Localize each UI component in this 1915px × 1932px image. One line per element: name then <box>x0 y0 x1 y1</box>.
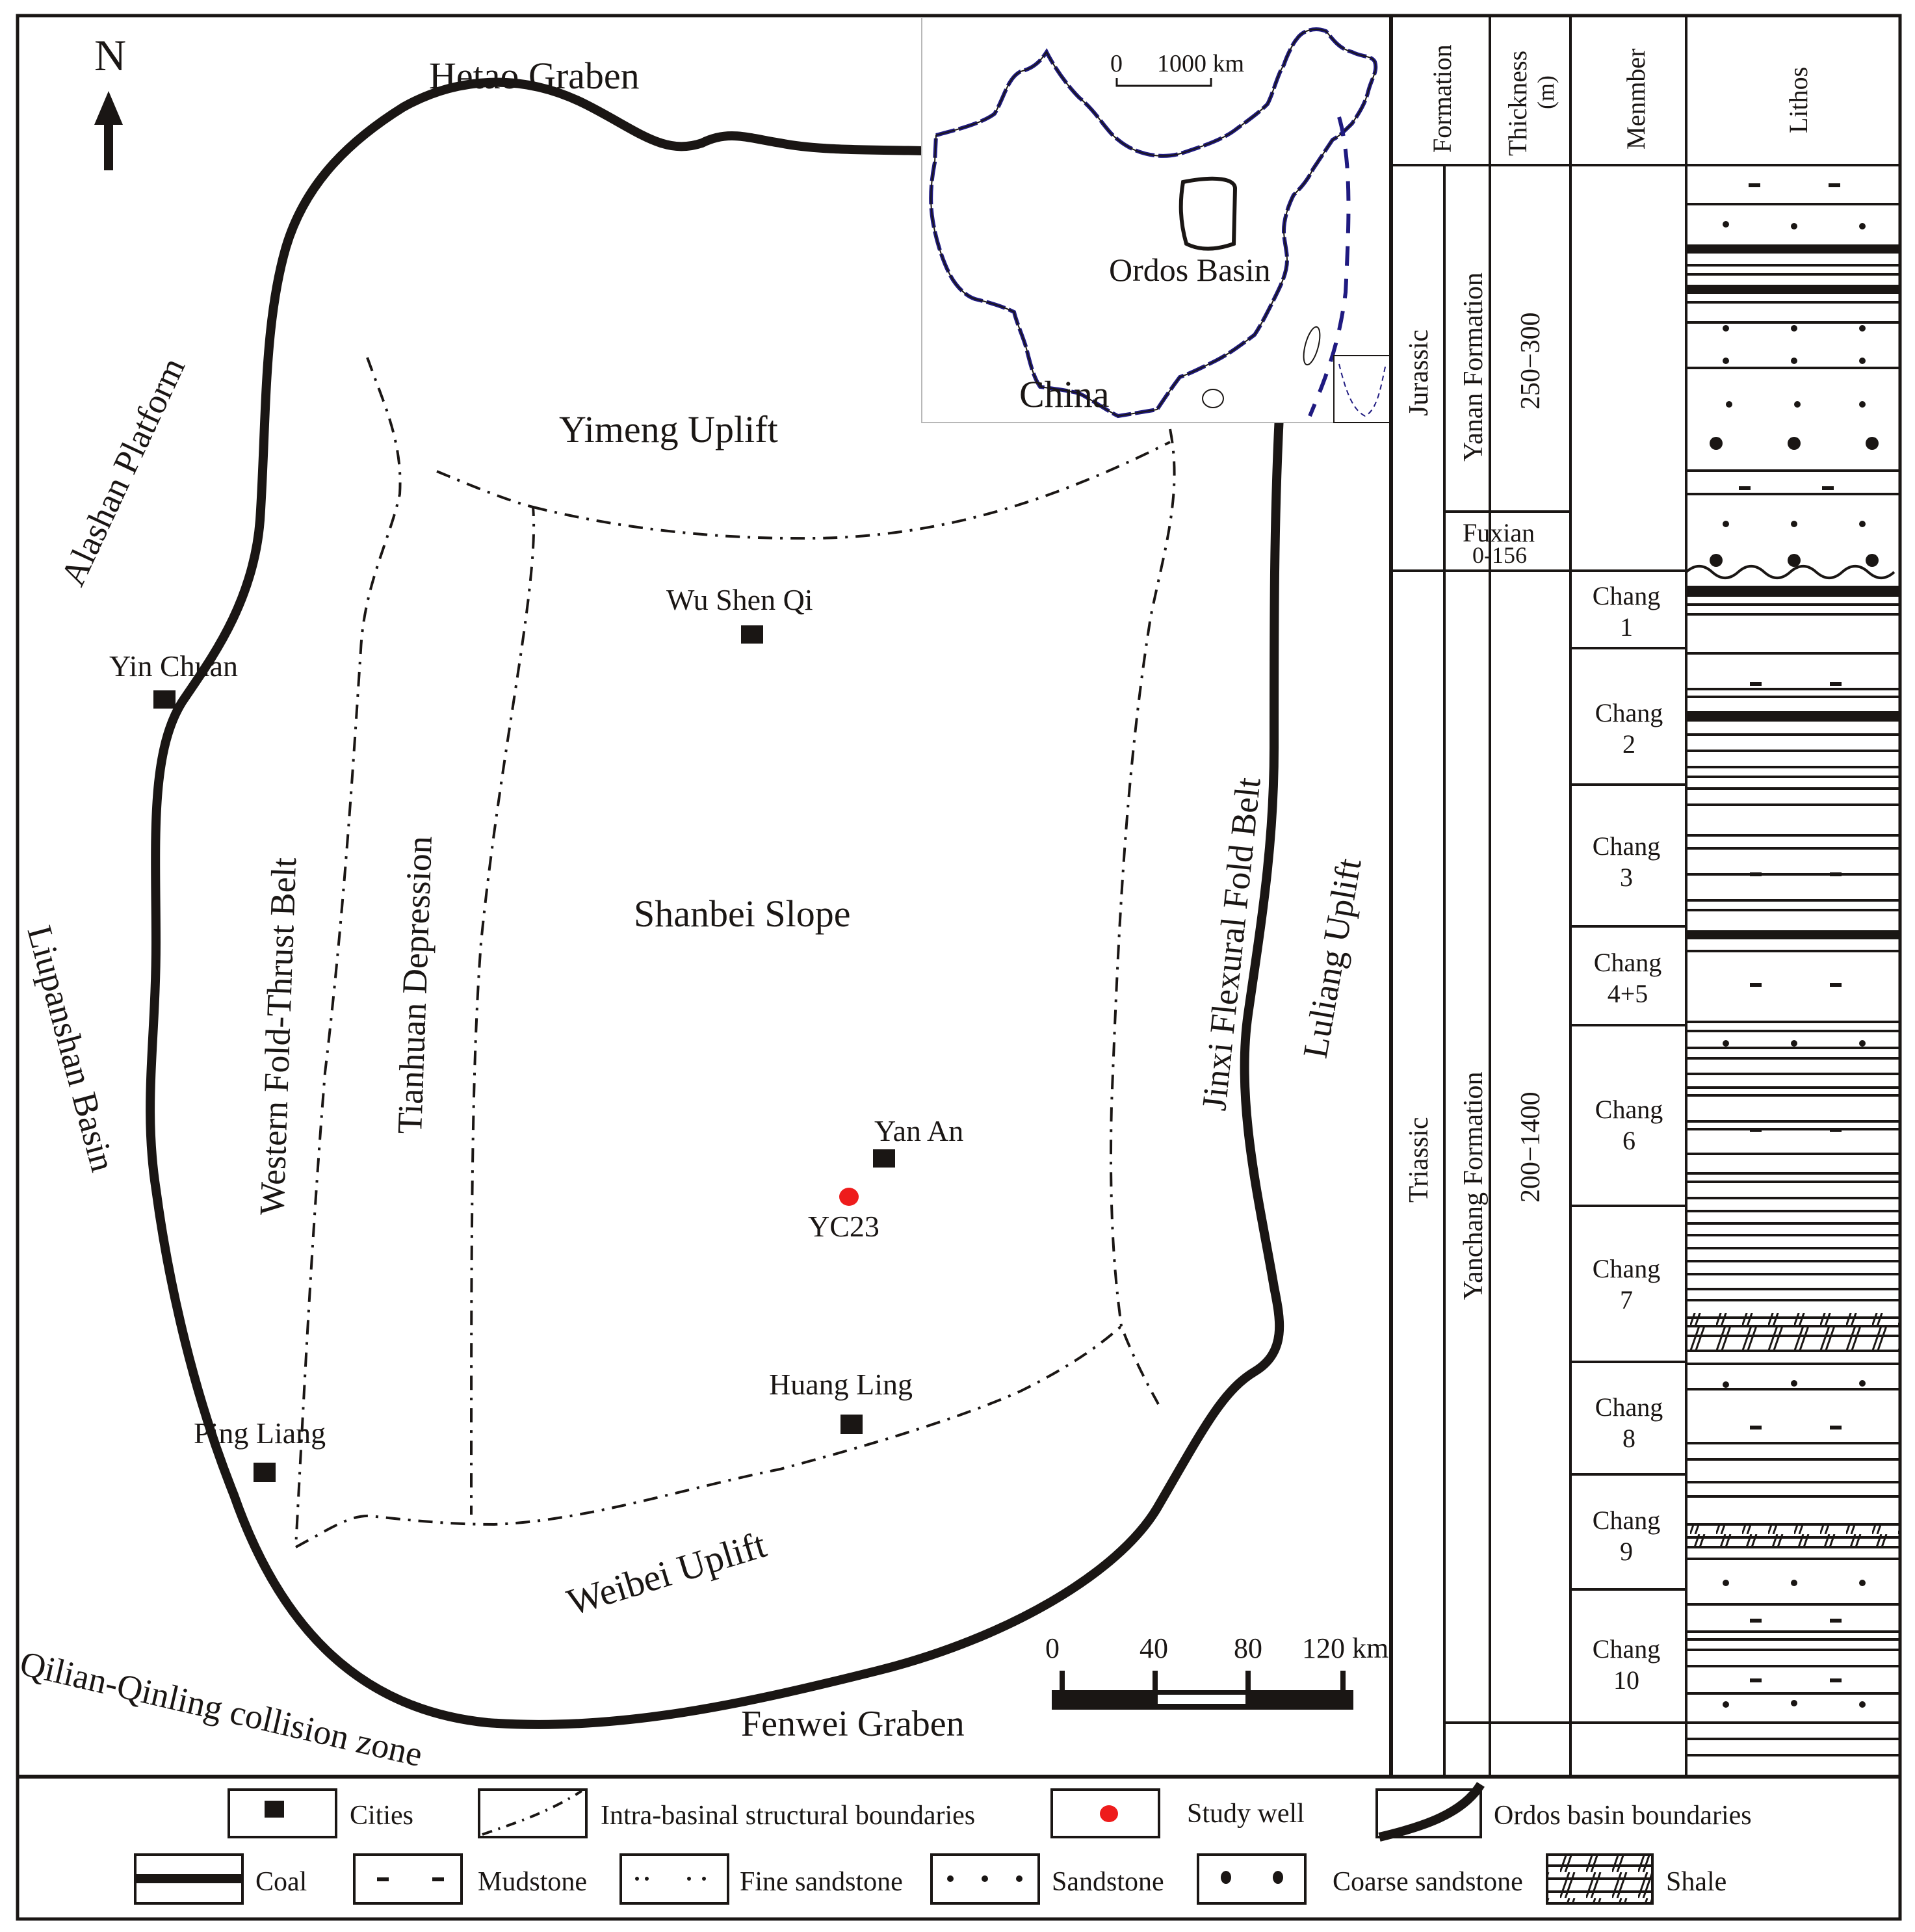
boundary-tianhuan <box>437 471 534 1515</box>
label-hetao-graben: Hetao Graben <box>429 55 640 97</box>
svg-text:120 km: 120 km <box>1302 1632 1389 1664</box>
thickness-yanan: 250−300 <box>1516 312 1546 410</box>
svg-text:Coarse sandstone: Coarse sandstone <box>1333 1867 1523 1897</box>
city-marker-icon <box>254 1463 276 1482</box>
mudstone-icon <box>377 1877 389 1881</box>
svg-text:40: 40 <box>1140 1632 1168 1664</box>
city-label: Yin Chuan <box>109 649 239 683</box>
study-well-yc23 <box>808 1188 879 1243</box>
north-label: N <box>94 31 127 80</box>
inset-china-label: China <box>1019 373 1110 415</box>
svg-text:1: 1 <box>1620 612 1633 642</box>
legend-coal <box>135 1855 307 1903</box>
header-formation: Formation <box>1427 44 1457 153</box>
coal-icon <box>135 1874 242 1883</box>
thickness-yanchang: 200−1400 <box>1516 1091 1546 1203</box>
formation-fuxian: Fuxian <box>1463 518 1535 547</box>
city-label: Ping Liang <box>194 1416 326 1450</box>
boundary-jinxi <box>1111 429 1175 1404</box>
study-well-label: YC23 <box>808 1210 879 1243</box>
city-yin-chuan <box>109 649 238 709</box>
city-wu-shen-qi <box>666 583 813 644</box>
legend-fine-sandstone <box>621 1855 903 1903</box>
column-units <box>1404 272 1546 1300</box>
label-luliang-uplift: Luliang Uplift <box>1295 855 1369 1062</box>
thickness-fuxian: 0-156 <box>1472 542 1527 568</box>
svg-text:Shale: Shale <box>1666 1867 1727 1897</box>
header-member: Menmber <box>1621 48 1650 150</box>
study-well-icon <box>839 1188 859 1206</box>
label-shanbei-slope: Shanbei Slope <box>634 893 851 935</box>
svg-text:3: 3 <box>1620 863 1633 892</box>
member-chang-3: Chang <box>1592 831 1661 861</box>
svg-text:Ordos basin boundaries: Ordos basin boundaries <box>1494 1801 1752 1831</box>
svg-text:7: 7 <box>1620 1285 1633 1314</box>
study-well-icon <box>1100 1805 1118 1822</box>
label-jinxi-flexural-fold-belt: Jinxi Flexural Fold Belt <box>1194 776 1268 1113</box>
formation-yanchang: Yanchang Formation <box>1459 1071 1489 1300</box>
legend-mudstone <box>354 1855 587 1903</box>
legend-study-well <box>1052 1790 1305 1837</box>
member-chang-6: Chang <box>1595 1095 1663 1124</box>
north-arrow-icon <box>94 91 123 170</box>
member-chang-2: Chang <box>1595 698 1663 727</box>
legend-shale <box>1547 1855 1726 1903</box>
label-yimeng-uplift: Yimeng Uplift <box>559 408 778 450</box>
member-chang-1: Chang <box>1592 581 1661 610</box>
legend <box>135 1784 1752 1903</box>
svg-text:80: 80 <box>1234 1632 1262 1664</box>
city-marker-icon <box>873 1149 895 1168</box>
system-triassic: Triassic <box>1404 1117 1434 1203</box>
system-jurassic: Jurassic <box>1404 330 1434 416</box>
label-western-fold-thrust-belt: Western Fold-Thrust Belt <box>252 857 304 1216</box>
label-qilian-qinling: Qilian-Qinling collision zone <box>16 1643 426 1775</box>
inset-ordos-label: Ordos Basin <box>1109 252 1271 288</box>
header-thickness-unit: (m) <box>1533 75 1559 109</box>
legend-ordos-boundaries <box>1377 1784 1752 1837</box>
svg-text:4+5: 4+5 <box>1607 979 1648 1008</box>
map-panel <box>16 18 1391 1774</box>
city-marker-icon <box>840 1415 863 1434</box>
legend-cities <box>229 1790 413 1837</box>
formation-yanan: Yanan Formation <box>1459 272 1489 462</box>
city-label: Wu Shen Qi <box>666 583 813 616</box>
inset-scale-label: 1000 km <box>1157 50 1245 77</box>
south-china-sea-inset <box>1334 356 1390 423</box>
legend-intra-basinal <box>479 1790 975 1837</box>
city-yan-an <box>873 1114 963 1168</box>
label-liupanshan-basin: Liupanshan Basin <box>20 921 123 1176</box>
header-lithos: Lithos <box>1784 66 1813 133</box>
city-marker-icon <box>741 625 763 644</box>
label-fenwei-graben: Fenwei Graben <box>741 1704 965 1744</box>
inset-china-map <box>922 18 1391 423</box>
city-ping-liang <box>194 1416 326 1482</box>
boundary-weibei <box>296 1326 1121 1547</box>
svg-text:Coal: Coal <box>255 1867 307 1897</box>
member-chang-4-5: Chang <box>1593 948 1662 977</box>
svg-text:8: 8 <box>1622 1424 1635 1453</box>
svg-text:Fine sandstone: Fine sandstone <box>740 1867 903 1897</box>
legend-sandstone <box>931 1855 1164 1903</box>
column-headers <box>1427 44 1813 156</box>
svg-text:2: 2 <box>1622 729 1635 759</box>
city-label: Yan An <box>874 1114 964 1147</box>
member-chang-10: Chang <box>1592 1634 1661 1664</box>
city-marker-icon <box>265 1801 284 1818</box>
city-label: Huang Ling <box>769 1368 913 1401</box>
member-chang-7: Chang <box>1592 1254 1661 1283</box>
svg-text:Sandstone: Sandstone <box>1052 1867 1164 1897</box>
header-thickness: Thickness <box>1503 50 1532 156</box>
scale-bar <box>1045 1632 1388 1710</box>
boundary-yimeng <box>533 442 1170 538</box>
svg-text:9: 9 <box>1620 1537 1633 1566</box>
legend-coarse-sandstone <box>1198 1855 1523 1903</box>
city-marker-icon <box>153 690 176 709</box>
members <box>1593 581 1663 1695</box>
svg-text:Mudstone: Mudstone <box>478 1867 587 1897</box>
member-chang-9: Chang <box>1592 1506 1661 1535</box>
member-chang-8: Chang <box>1595 1392 1663 1422</box>
svg-text:Cities: Cities <box>350 1801 414 1831</box>
svg-text:0: 0 <box>1045 1632 1060 1664</box>
boundary-western <box>296 358 400 1547</box>
label-weibei-uplift: Weibei Uplift <box>562 1522 771 1624</box>
lithology-log <box>1686 183 1900 1755</box>
svg-text:Study well: Study well <box>1187 1799 1305 1829</box>
label-tianhuan-depression: Tianhuan Depression <box>390 835 439 1135</box>
label-alashan-platform: Alashan Platform <box>53 351 193 592</box>
svg-text:6: 6 <box>1622 1126 1635 1155</box>
svg-text:10: 10 <box>1613 1665 1639 1695</box>
svg-text:Intra-basinal structural bound: Intra-basinal structural boundaries <box>601 1801 976 1831</box>
city-huang-ling <box>769 1368 913 1434</box>
inset-scale-zero: 0 <box>1110 50 1123 77</box>
